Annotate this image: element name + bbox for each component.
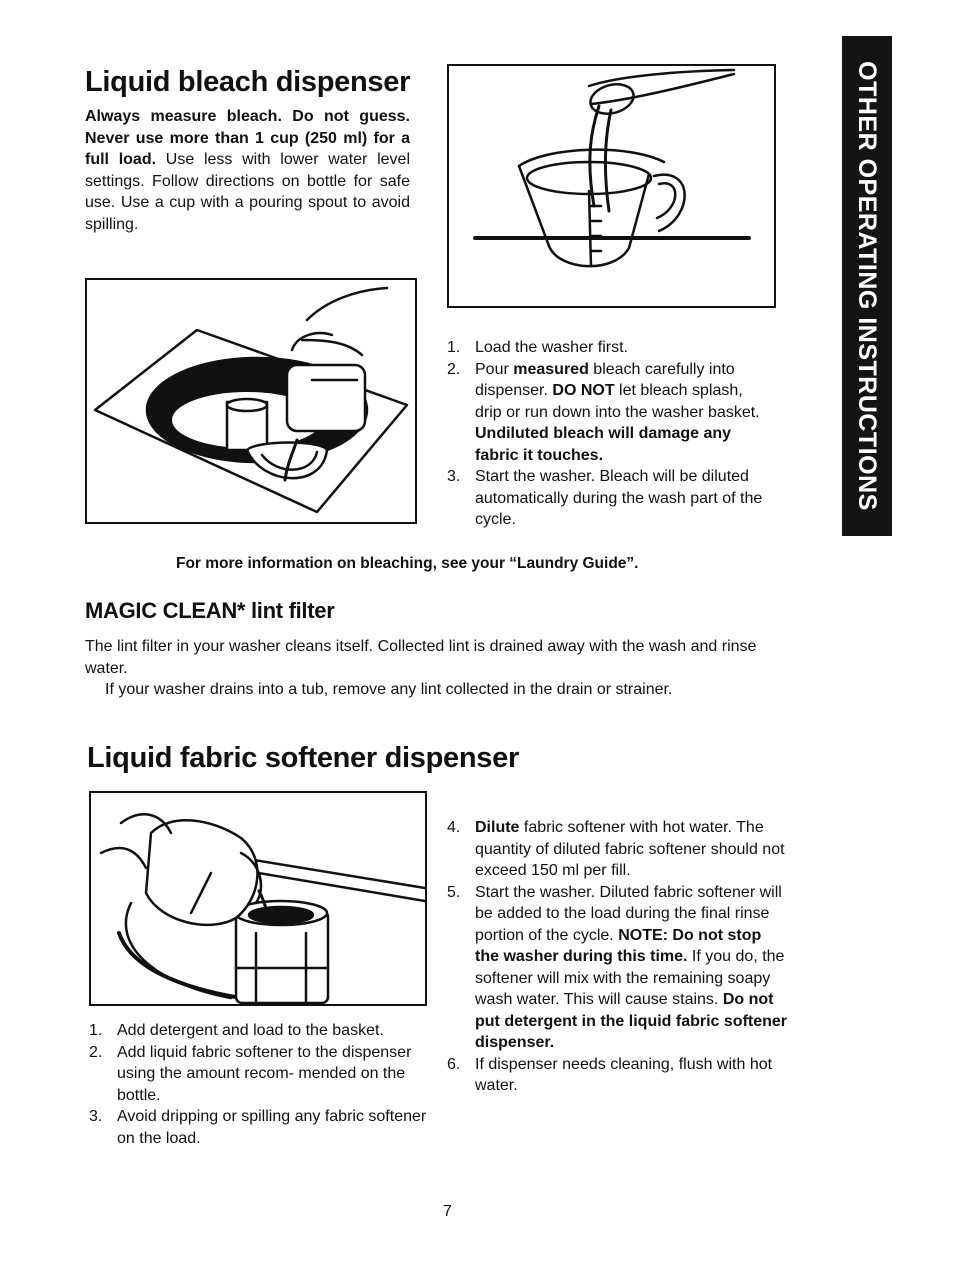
step-number: 1. [89,1022,103,1039]
step-text-bold: Do not put detergent in the liquid fabric softener dispenser. [475,991,788,1051]
side-tab-label: OTHER OPERATING INSTRUCTIONS [853,61,881,511]
step-text-run: Start the washer. Bleach will be diluted automatically during the wash part of the cycle. [475,468,763,528]
step-text-bold: measured [513,360,589,378]
step-text [475,819,785,879]
step-text [475,468,762,528]
step-text-run: Load the washer first. [475,339,628,356]
step-number: 3. [89,1108,103,1125]
softener-step-6 [447,1054,787,1097]
bleach-intro [85,106,410,235]
step-text-run: Avoid dripping or spilling any fabric softener on the load. [117,1108,427,1147]
page-number: 7 [443,1203,452,1220]
softener-step-1 [89,1020,427,1042]
bleach-steps-list [447,337,767,531]
bleach-step-2 [447,359,767,467]
step-number: 1. [447,339,461,356]
step-text-run: bleach carefully into dispenser. [475,360,735,399]
step-text [475,1056,772,1095]
step-text-bold: NOTE: Do not stop the washer during this time. [475,926,762,965]
step-text-bold: Dilute [475,819,520,836]
softener-step-3 [89,1106,427,1149]
bleach-intro-warning: Always measure bleach. Do not guess. Never use more than 1 cup (250 ml) for a full load. [85,108,410,168]
step-text-run: Add liquid fabric softener to the dispenser using the amount recom- mended on the bottle. [117,1043,412,1104]
step-text [117,1022,384,1039]
step-text-run: If dispenser needs cleaning, flush with hot water. [475,1055,773,1094]
bleach-step-1 [447,337,767,359]
lint-filter-para-2: If your washer drains into a tub, remove any lint collected in the drain or strainer. [105,681,673,698]
step-text [117,1044,411,1104]
section-side-tab [842,36,892,536]
bleach-pouring-illustration [85,278,417,524]
bleach-intro-text: Use less with lower water level settings. Follow directions on bottle for safe use. Use a cup with a pouring spout to avoid spilling. [85,151,411,233]
bleach-step-3 [447,466,767,531]
step-number: 5. [447,883,461,901]
bleach-title: Liquid bleach dispenser [85,66,411,98]
step-number: 4. [447,819,461,836]
step-text-run: Add detergent and load to the basket. [117,1022,384,1039]
softener-step-2 [89,1042,427,1107]
bleach-laundry-guide-note: For more information on bleaching, see your “Laundry Guide”. [176,555,639,572]
step-number: 2. [89,1043,103,1061]
softener-step-5 [447,882,787,1054]
step-text-run: If you do, the softener will mix with the remaining soapy wash water. This will cause stains. [475,948,785,1008]
step-text-run: Pour [475,360,514,378]
step-text-bold: Undiluted bleach will damage any fabric it touches. [475,425,732,464]
step-text-run: let bleach splash, drip or run down into the washer basket. [475,382,760,421]
step-text-run: Start the washer. Diluted fabric softener will be added to the load during the final rinse portion of the cycle. [475,883,782,944]
softener-step-4 [447,817,787,882]
softener-steps-right [447,817,787,1097]
softener-steps-left [89,1020,427,1149]
step-number: 6. [447,1055,461,1073]
lint-filter-title: MAGIC CLEAN* lint filter [85,598,335,623]
step-number: 2. [447,360,461,378]
step-text-run: fabric softener with hot water. The quantity of diluted fabric softener should not exceed 150 ml per fill. [475,819,785,879]
step-text-bold: DO NOT [552,382,615,399]
lint-filter-para-1: The lint filter in your washer cleans itself. Collected lint is drained away with the wash and rinse water. [85,638,757,677]
softener-pouring-illustration [89,791,427,1006]
step-text [475,339,628,356]
step-text [475,361,760,464]
bleach-measuring-illustration [447,64,776,308]
step-text [117,1108,426,1147]
step-text [475,884,787,1052]
step-number: 3. [447,468,461,485]
softener-title: Liquid fabric softener dispenser [87,742,519,774]
